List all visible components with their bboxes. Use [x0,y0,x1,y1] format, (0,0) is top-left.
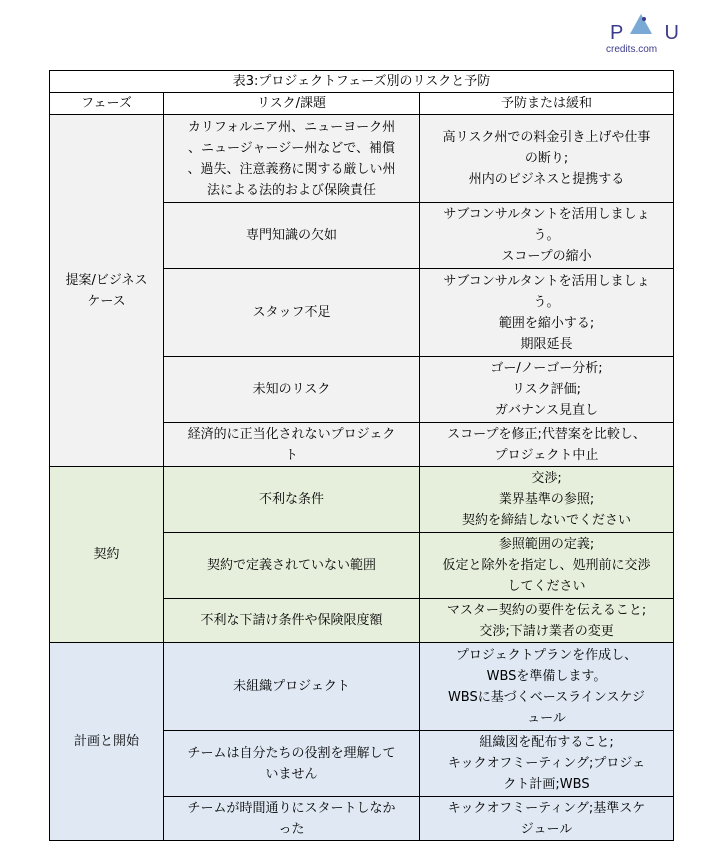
mitigation-cell: ゴー/ノーゴー分析; リスク評価; ガバナンス見直し [420,357,674,423]
mitigation-cell: マスター契約の要件を伝えること; 交渉;下請け業者の変更 [420,599,674,643]
risk-cell: スタッフ不足 [164,269,420,357]
mitigation-cell: 組織図を配布すること; キックオフミーティング;プロジェ クト計画;WBS [420,731,674,797]
mitigation-cell: プロジェクトプランを作成し、 WBSを準備します。 WBSに基づくベースラインスケジ ュール [420,643,674,731]
table-row [50,467,674,533]
risk-cell: 未知のリスク [164,357,420,423]
pdu-credits-logo [596,4,696,56]
table-caption: 表3:プロジェクトフェーズ別のリスクと予防 [50,71,674,93]
mitigation-cell: キックオフミーティング;基準スケ ジュール [420,797,674,841]
risk-cell: カリフォルニア州、ニューヨーク州 、ニュージャージー州などで、補償 、過失、注意義務に関する厳しい州 法による法的および保険責任 [164,115,420,203]
header-risk: リスク/課題 [164,93,420,115]
risk-cell: 不利な下請け条件や保険限度額 [164,599,420,643]
mitigation-cell: サブコンサルタントを活用しましょ う。 スコープの縮小 [420,203,674,269]
logo-letters: P U [610,22,689,44]
mitigation-cell: 参照範囲の定義; 仮定と除外を指定し、処刑前に交渉 してください [420,533,674,599]
phase-cell: 計画と開始 [50,643,164,841]
mitigation-cell: 高リスク州での料金引き上げや仕事 の断り; 州内のビジネスと提携する [420,115,674,203]
header-mitigation: 予防または緩和 [420,93,674,115]
risk-cell: チームが時間通りにスタートしなか った [164,797,420,841]
phase-cell: 提案/ビジネス ケース [50,115,164,467]
mitigation-cell: スコープを修正;代替案を比較し、 プロジェクト中止 [420,423,674,467]
risk-cell: 不利な条件 [164,467,420,533]
table-row [50,643,674,731]
risk-cell: 未組織プロジェクト [164,643,420,731]
risk-table [49,70,674,841]
risk-cell: 経済的に正当化されないプロジェク ト [164,423,420,467]
mitigation-cell: 交渉; 業界基準の参照; 契約を締結しないでください [420,467,674,533]
risk-cell: 専門知識の欠如 [164,203,420,269]
table-row [50,115,674,203]
logo-subtext: credits.com [606,44,658,55]
risk-cell: チームは自分たちの役割を理解して いません [164,731,420,797]
phase-cell: 契約 [50,467,164,643]
header-phase: フェーズ [50,93,164,115]
risk-cell: 契約で定義されていない範囲 [164,533,420,599]
mitigation-cell: サブコンサルタントを活用しましょ う。 範囲を縮小する; 期限延長 [420,269,674,357]
